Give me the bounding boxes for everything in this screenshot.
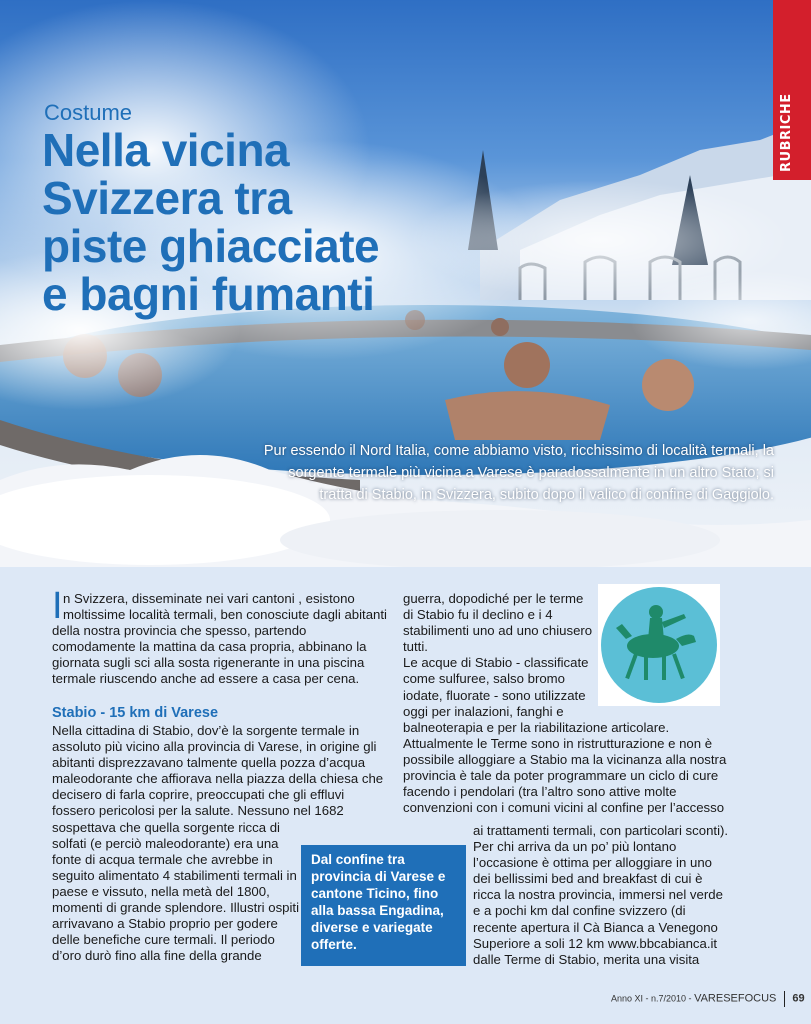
footer-divider bbox=[784, 991, 785, 1007]
pull-quote-text: Dal confine tra provincia di Varese e cantone Ticino, fino alla bassa Engadina, diverse e variegate offerte. bbox=[311, 852, 446, 952]
standfirst-line: sorgente termale più vicina a Varese è paradossalmente in un altro Stato; si bbox=[288, 465, 774, 481]
body-line: ai trattamenti termali, con particolari sconti). bbox=[473, 823, 729, 838]
body-line: come sulfuree, salso bromo bbox=[403, 671, 565, 687]
body-line: maleodorante che affiorava nella piazza della chiesa che bbox=[52, 771, 384, 787]
body-line: Nella cittadina di Stabio, dov’è la sorgente termale in bbox=[52, 723, 360, 738]
standfirst-line: Pur essendo il Nord Italia, come abbiamo visto, ricchissimo di località termali, la bbox=[263, 443, 774, 459]
body-line: e a pochi km dal confine svizzero (di bbox=[473, 903, 686, 919]
body-line: n Svizzera, disseminate nei vari cantoni , esistono bbox=[63, 591, 355, 606]
intro-paragraph bbox=[52, 585, 387, 688]
article-standfirst bbox=[262, 440, 774, 506]
body-line: abitanti disprezzavano talmente quella pozza d’acqua bbox=[52, 755, 366, 771]
body-line: assoluto più vicino alla provincia di Varese, in origine gli bbox=[52, 739, 377, 755]
stabio-logo bbox=[598, 584, 720, 706]
body-line: seguito alimentato 4 stabilimenti termali in bbox=[52, 867, 297, 883]
body-line: dei bellissimi bed and breakfast di cui è bbox=[473, 871, 703, 887]
body-line: dalle Terme di Stabio, merita una visita bbox=[473, 951, 700, 967]
section-subheading: Stabio - 15 km di Varese bbox=[52, 705, 219, 721]
magazine-name: VARESEFOCUS bbox=[694, 992, 777, 1005]
page-footer bbox=[611, 991, 805, 1007]
headline-line: e bagni fumanti bbox=[42, 268, 375, 320]
body-line: iodate, fluorate - sono utilizzate bbox=[403, 687, 586, 703]
body-line: di Stabio fu il declino e i 4 bbox=[403, 607, 553, 623]
body-line: Per chi arriva da un po’ più lontano bbox=[473, 839, 677, 855]
body-line: balneoterapia e per la riabilitazione articolare. bbox=[403, 719, 670, 735]
body-line: comodamente la mattina da casa propria, abbinano la bbox=[52, 639, 367, 655]
body-line: provincia è tale da poter programmare un ciclo di cure bbox=[403, 768, 719, 784]
page-number: 69 bbox=[792, 992, 805, 1005]
issue-info: Anno XI - n.7/2010 - bbox=[611, 993, 692, 1004]
body-line: delle benefiche cure termali. Il periodo bbox=[52, 932, 275, 948]
body-line: paese e vissuto, nella metà del 1800, bbox=[52, 883, 270, 899]
body-line: momenti di grande splendore. Illustri ospiti bbox=[52, 900, 300, 916]
body-line: termale riuscendo anche ad essere a casa per cena. bbox=[52, 671, 360, 687]
standfirst-line: tratta di Stabio, in Svizzera, subito dopo il valico di confine di Gaggiolo. bbox=[319, 487, 774, 503]
body-line: Superiore a soli 12 km www.bbcabianca.it bbox=[473, 935, 718, 951]
horse-rider-icon bbox=[598, 584, 720, 706]
body-line: guerra, dopodiché per le terme bbox=[403, 591, 584, 606]
body-line: arrivavano a Stabio proprio per godere bbox=[52, 916, 278, 932]
body-line: moltissime località termali, ben conosciute dagli abitanti bbox=[63, 607, 387, 623]
body-line: Attualmente le Terme sono in ristrutturazione e non è bbox=[403, 735, 713, 751]
body-line: decisero di farla coprire, preoccupati che gli effluvi bbox=[52, 787, 345, 803]
body-line: giornata sugli sci alla sosta rigenerante in una piscina bbox=[52, 655, 365, 671]
body-line: oggi per inalazioni, fanghi e bbox=[403, 703, 564, 719]
body-column-2 bbox=[403, 591, 727, 816]
body-line: possibile alloggiare a Stabio ma la vicinanza alla nostra bbox=[403, 751, 727, 767]
drop-cap: I bbox=[52, 585, 63, 627]
headline-line: Svizzera tra bbox=[42, 172, 292, 224]
pull-quote bbox=[301, 845, 466, 966]
section-tab-label: RUBRICHE bbox=[779, 93, 794, 172]
body-line: l’occasione è ottima per alloggiare in uno bbox=[473, 855, 712, 871]
body-line: fossero pericolosi per la salute. Nessuno nel 1682 bbox=[52, 803, 344, 819]
body-line: fonte di acqua termale che avrebbe in bbox=[52, 851, 273, 867]
section-tab bbox=[773, 0, 811, 180]
body-line: convenzioni con i comuni vicini al confine per l’accesso bbox=[403, 800, 725, 816]
body-line: stabilimenti uno ad uno chiusero bbox=[403, 623, 593, 639]
headline-line: Nella vicina bbox=[42, 124, 290, 176]
body-line: recente apertura il Cà Bianca a Venegono bbox=[473, 919, 718, 935]
body-line: facendo i pendolari (tra l’altro sono attive molte bbox=[403, 784, 677, 800]
article-kicker: Costume bbox=[44, 100, 133, 125]
body-line: della nostra provincia che spesso, partendo bbox=[52, 623, 307, 639]
body-line: sospettava che quella sorgente ricca di bbox=[52, 819, 280, 835]
headline-line: piste ghiacciate bbox=[42, 220, 380, 272]
body-column-3 bbox=[473, 823, 729, 968]
body-line: tutti. bbox=[403, 639, 428, 655]
body-line: d’oro durò fino alla fine della grande bbox=[52, 948, 262, 964]
body-line: Le acque di Stabio - classificate bbox=[403, 655, 589, 671]
body-line: ricca la nostra provincia, immersi nel verde bbox=[473, 887, 723, 903]
body-line: solfati (e perciò maleodorante) era una bbox=[52, 835, 279, 851]
article-headline bbox=[42, 126, 442, 318]
